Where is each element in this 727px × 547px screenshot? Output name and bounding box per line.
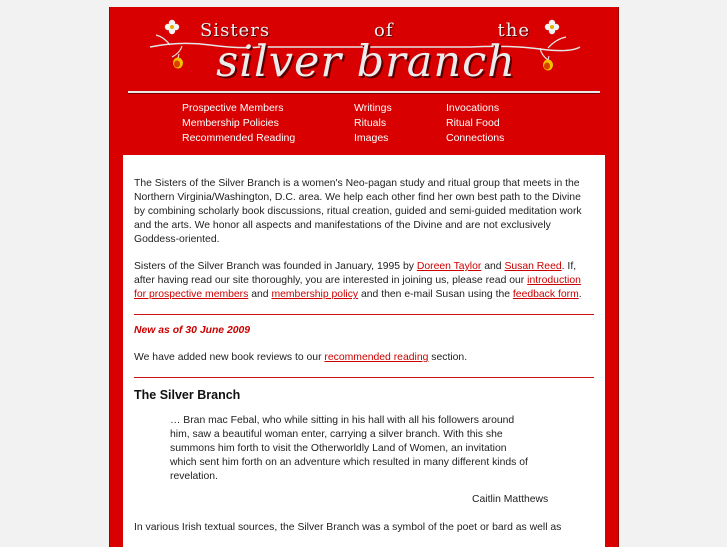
news-paragraph bbox=[134, 351, 594, 365]
prospective-members-link[interactable]: introduction for prospective members bbox=[134, 275, 581, 300]
nav-rituals[interactable]: Rituals bbox=[354, 117, 387, 129]
nav-ritual-food[interactable]: Ritual Food bbox=[446, 117, 500, 129]
text: Sisters of the Silver Branch was founded in January, 1995 by bbox=[134, 261, 417, 272]
site-title: silver branch bbox=[216, 37, 516, 87]
founding-paragraph bbox=[134, 260, 594, 302]
nav-recommended-reading[interactable]: Recommended Reading bbox=[182, 132, 296, 144]
news-heading: New as of 30 June 2009 bbox=[134, 325, 251, 336]
nav-column-3 bbox=[446, 101, 504, 146]
site-banner bbox=[110, 7, 618, 97]
banner-word: the bbox=[497, 20, 530, 41]
main-nav bbox=[182, 101, 582, 149]
banner-word: Sisters bbox=[200, 20, 271, 41]
nav-images[interactable]: Images bbox=[354, 132, 389, 144]
text: . If, after having read our site thoroughly, you are interested in joining us, please read our bbox=[134, 261, 577, 286]
nav-connections[interactable]: Connections bbox=[446, 132, 505, 144]
divider bbox=[134, 377, 594, 378]
content-panel bbox=[123, 155, 605, 547]
right-apple-icon bbox=[543, 56, 553, 71]
nav-membership-policies[interactable]: Membership Policies bbox=[182, 117, 279, 129]
text: We have added new book reviews to our bbox=[134, 352, 325, 363]
text: and then e-mail Susan using the bbox=[358, 289, 513, 300]
right-flower-icon bbox=[545, 20, 559, 34]
section-title: The Silver Branch bbox=[134, 388, 241, 402]
text: and bbox=[248, 289, 272, 300]
recommended-reading-link[interactable]: recommended reading bbox=[324, 352, 429, 363]
nav-column-2 bbox=[354, 101, 392, 146]
section-body: In various Irish textual sources, the Silver Branch was a symbol of the poet or bard as well as bbox=[134, 522, 562, 533]
nav-writings[interactable]: Writings bbox=[354, 102, 392, 114]
nav-prospective-members[interactable]: Prospective Members bbox=[182, 102, 284, 114]
founder-doreen-link[interactable]: Doreen Taylor bbox=[416, 261, 482, 272]
quote-attribution: Caitlin Matthews bbox=[472, 494, 549, 505]
banner-divider bbox=[128, 91, 600, 93]
content-body bbox=[134, 177, 594, 535]
text: section. bbox=[428, 352, 468, 363]
text: . bbox=[578, 289, 582, 300]
nav-column-1 bbox=[182, 101, 295, 146]
text: and bbox=[481, 261, 505, 272]
membership-policy-link[interactable]: membership policy bbox=[271, 289, 359, 300]
left-flower-icon bbox=[165, 20, 179, 34]
divider bbox=[134, 314, 594, 315]
feedback-form-link[interactable]: feedback form bbox=[512, 289, 579, 300]
page-frame bbox=[109, 7, 619, 547]
intro-paragraph: The Sisters of the Silver Branch is a women's Neo-pagan study and ritual group that meets in the Northern Virginia/Washington, D.C. area. We help each other find her own best path to the Divine by combining scholarly book discussions, ritual creation, guided and semi-guided meditation work and the arts. We honor all aspects and manifestations of the Divine and are not exclusively Goddess-oriented. bbox=[134, 178, 582, 245]
quote-block: … Bran mac Febal, who while sitting in his hall with all his followers around him, saw a beautiful woman enter, carrying a silver branch. With this she summons him forth to visit the Otherworldly Land of Women, an invitation which sent him forth on an adventure which resulted in many different kinds of revelation. bbox=[170, 415, 528, 482]
founder-susan-link[interactable]: Susan Reed bbox=[504, 261, 562, 272]
nav-invocations[interactable]: Invocations bbox=[446, 102, 500, 114]
banner-word: of bbox=[374, 20, 394, 41]
